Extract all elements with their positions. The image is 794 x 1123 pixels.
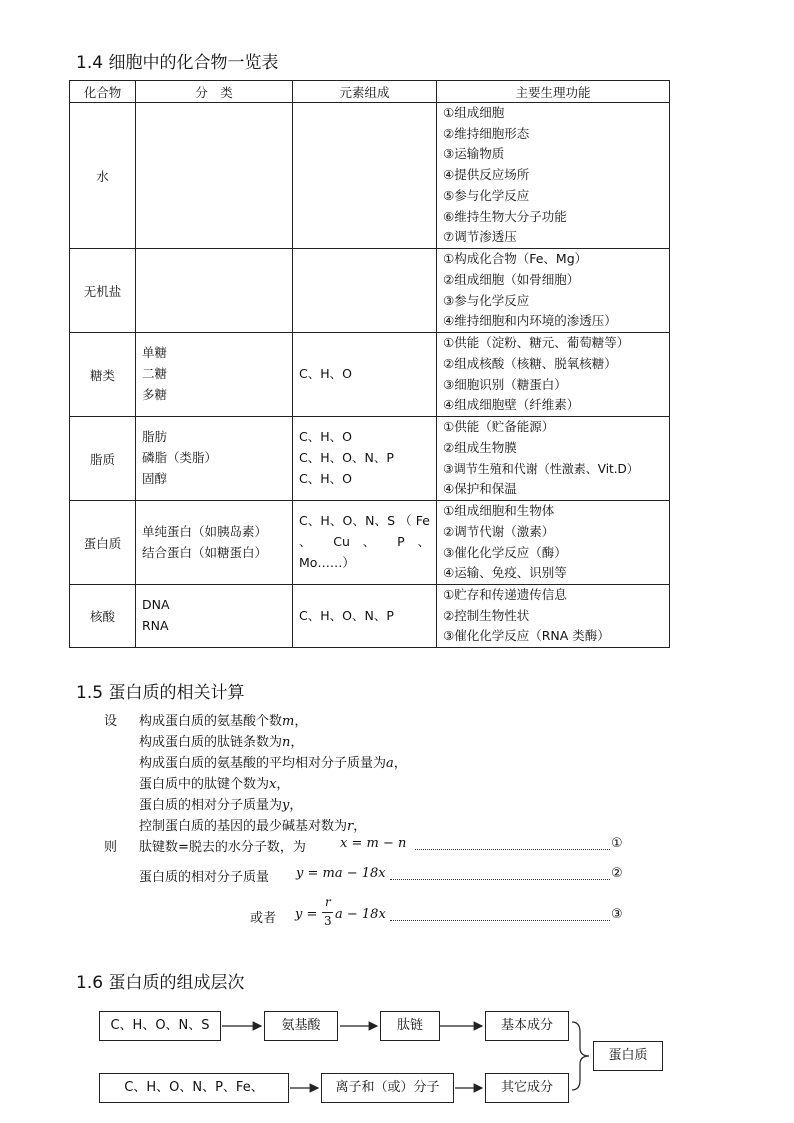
flow-box-basic-component: 基本成分 <box>485 1011 569 1041</box>
class-line: 脂肪 <box>142 429 168 445</box>
class-line: 结合蛋白（如糖蛋白） <box>142 544 268 560</box>
grouping-brace <box>572 1022 589 1090</box>
function-line: ④组成细胞壁（纤维素） <box>443 397 580 413</box>
compound-name: 蛋白质 <box>70 501 136 585</box>
equation-3-lhs: y = <box>295 907 318 922</box>
class-line: 磷脂（类脂） <box>142 450 218 466</box>
flow-box-ions-molecules: 离子和（或）分子 <box>321 1073 454 1103</box>
equation-1-number: ① <box>611 836 623 851</box>
function-line: ②组成生物膜 <box>443 439 517 455</box>
flow-box-peptide: 肽链 <box>380 1011 440 1041</box>
function-line: ②调节代谢（激素） <box>443 523 555 539</box>
equation-2-text: 蛋白质的相对分子质量 <box>139 870 270 885</box>
function-line: ④运输、免疫、识别等 <box>443 565 567 581</box>
elements-line: C、H、O <box>299 366 352 382</box>
let-label: 设 <box>104 714 118 729</box>
class-line: DNA <box>142 597 170 613</box>
function-line: ④保护和保温 <box>443 481 517 497</box>
flow-box-elements-2: C、H、O、N、P、Fe、 <box>99 1073 289 1103</box>
compound-name: 无机盐 <box>70 249 136 333</box>
equation-2-number: ② <box>611 866 623 881</box>
equation-1-text: 肽键数=脱去的水分子数，为 <box>139 840 306 855</box>
class-line: 多糖 <box>142 386 168 402</box>
class-line: 二糖 <box>142 366 168 382</box>
header-class: 分 类 <box>136 81 293 103</box>
function-line: ④提供反应场所 <box>443 167 530 183</box>
header-compound: 化合物 <box>70 81 136 103</box>
header-elements: 元素组成 <box>293 81 437 103</box>
function-line: ①贮存和传递遗传信息 <box>443 587 567 602</box>
compound-name: 脂质 <box>70 417 136 501</box>
function-line: ⑤参与化学反应 <box>443 187 530 203</box>
function-line: ②控制生物性状 <box>443 607 530 623</box>
definition-line: 控制蛋白质的基因的最少碱基对数为r， <box>139 819 367 834</box>
equation-1-formula: x = m − n <box>340 836 407 851</box>
function-line: ①供能（贮备能源） <box>443 419 555 435</box>
class-line: 单糖 <box>142 345 168 361</box>
equation-3-fraction-numerator: r <box>325 895 331 909</box>
definition-line: 蛋白质的相对分子质量为y， <box>139 798 303 813</box>
function-line: ①供能（淀粉、糖元、葡萄糖等） <box>443 335 630 351</box>
section-title-1-5: 1.5 蛋白质的相关计算 <box>76 683 245 703</box>
function-line: ②组成细胞（如骨细胞） <box>443 271 580 287</box>
equation-3-text: 或者 <box>250 911 277 926</box>
function-line: ④维持细胞和内环境的渗透压） <box>443 313 617 329</box>
function-line: ③催化化学反应（酶） <box>443 544 567 560</box>
elements-text: C、H、O、N、S （ Fe 、 Cu 、 P 、 Mo……） <box>299 513 430 570</box>
function-line: ②组成核酸（核糖、脱氧核糖） <box>443 355 617 371</box>
compound-name: 水 <box>70 103 136 249</box>
function-line: ⑦调节渗透压 <box>443 229 517 245</box>
then-label: 则 <box>104 840 118 855</box>
section-title-1-4: 1.4 细胞中的化合物一览表 <box>76 53 279 73</box>
function-line: ②维持细胞形态 <box>443 125 530 141</box>
function-line: ③催化化学反应（RNA 类酶） <box>443 628 610 644</box>
function-line: ③细胞识别（糖蛋白） <box>443 376 567 392</box>
elements-line: C、H、O <box>299 470 352 486</box>
equation-3-fraction-denominator: 3 <box>324 914 332 928</box>
elements-line: C、H、O、N、P <box>299 607 394 623</box>
function-line: ③参与化学反应 <box>443 292 530 308</box>
definition-line: 构成蛋白质的肽链条数为n， <box>139 735 304 750</box>
function-line: ①组成细胞 <box>443 105 505 121</box>
class-line: 单纯蛋白（如胰岛素） <box>142 523 268 539</box>
class-line: 固醇 <box>142 470 168 486</box>
flow-box-elements: C、H、O、N、S <box>99 1011 221 1041</box>
function-line: ①组成细胞和生物体 <box>443 503 555 519</box>
equation-3-rhs: a − 18x <box>335 907 386 922</box>
elements-line: C、H、O <box>299 429 352 445</box>
flow-box-other-component: 其它成分 <box>485 1073 569 1103</box>
compound-name: 核酸 <box>70 585 136 648</box>
definition-line: 构成蛋白质的氨基酸的平均相对分子质量为a， <box>139 756 407 771</box>
function-line: ③运输物质 <box>443 146 505 162</box>
header-function: 主要生理功能 <box>437 81 670 103</box>
equation-3-number: ③ <box>611 907 623 922</box>
elements-line: C、H、O、N、P <box>299 450 394 466</box>
function-line: ③调节生殖和代谢（性激素、Vit.D） <box>443 461 639 476</box>
definition-line: 蛋白质中的肽键个数为x， <box>139 777 290 792</box>
flow-box-protein: 蛋白质 <box>593 1041 663 1071</box>
definition-line: 构成蛋白质的氨基酸个数m， <box>139 714 308 729</box>
equation-2-formula: y = ma − 18x <box>296 866 386 881</box>
function-line: ⑥维持生物大分子功能 <box>443 208 567 224</box>
compound-name: 糖类 <box>70 333 136 417</box>
section-title-1-6: 1.6 蛋白质的组成层次 <box>76 973 245 993</box>
class-line: RNA <box>142 618 169 634</box>
function-line: ①构成化合物（Fe、Mg） <box>443 251 588 267</box>
flow-box-amino-acid: 氨基酸 <box>264 1011 338 1041</box>
